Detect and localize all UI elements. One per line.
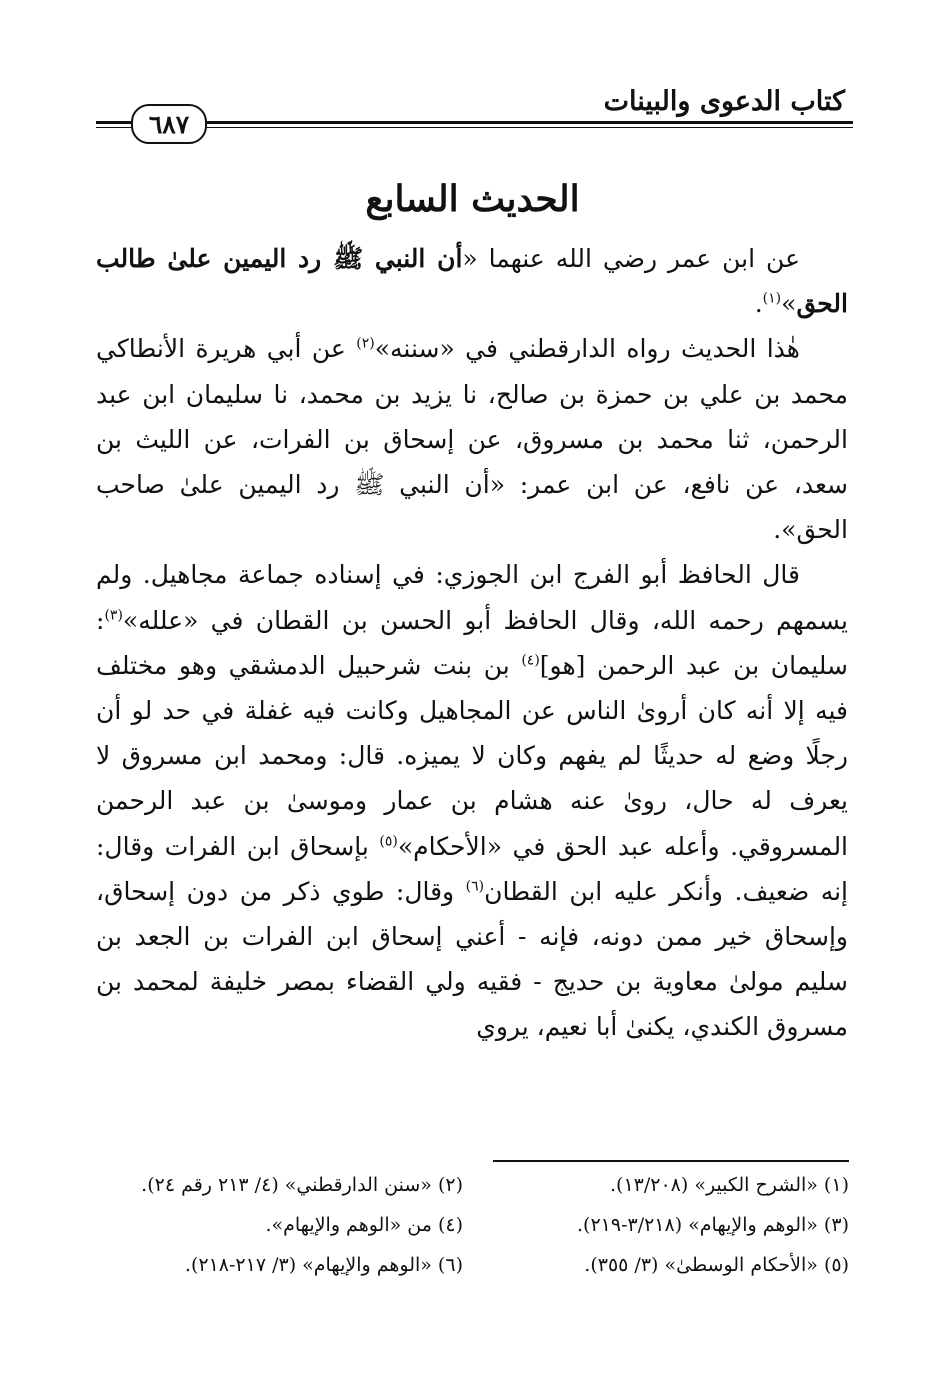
text-run: عن أبي هريرة الأنطاكي محمد بن علي بن حمزة بن صالح، نا يزيد بن محمد، نا سليمان ابن عبد الرحمن، ثنا محمد بن مسروق، عن إسحاق بن الفرات، عن الليث بن سعد، عن نافع، عن ابن عمر: «أن النبي ﷺ رد اليمين علىٰ صاحب الحق». — [96, 334, 848, 545]
text-run: بإسحاق ابن الفرات وقال: إنه ضعيف. وأنكر عليه ابن القطان — [96, 831, 849, 906]
footnote-ref: (١) — [762, 290, 782, 307]
text-run: . — [754, 289, 763, 319]
page-number: ٦٨٧ — [131, 104, 207, 144]
text-run: عن ابن عمر رضي الله عنهما « — [462, 244, 800, 273]
paragraph — [96, 326, 848, 552]
text-run: » — [781, 289, 797, 319]
text-run: بن بنت شرحبيل الدمشقي وهو مختلف فيه إلا أنه كان أروىٰ الناس عن المجاهيل وكانت فيه غفلة في حد لو أن رجلًا وضع له حديثًا لم يفهم وكان لا يميزه. قال: ومحمد ابن مسروق لا يعرف له حال، روىٰ عنه هشام بن عمار وموسىٰ بن عبد الرحمن المسروقي. وأعله عبد الحق في «الأحكام» — [96, 650, 849, 861]
header-rule-thick — [96, 121, 853, 124]
footnote: (٣) «الوهم والإيهام» (٣/٢١٨-٢١٩). — [576, 1214, 849, 1236]
footnote: (٦) «الوهم والإيهام» (٣/ ٢١٧-٢١٨). — [184, 1254, 463, 1276]
footnotes — [97, 1170, 849, 1281]
header-rule-thin — [96, 127, 853, 128]
body-text — [96, 236, 848, 1050]
footnote-ref: (٦) — [465, 878, 485, 895]
text-run: هٰذا الحديث رواه الدارقطني في «سننه» — [374, 334, 800, 364]
footnote-separator — [493, 1160, 849, 1162]
book-title: كتاب الدعوى والبينات — [603, 86, 845, 117]
footnote-ref: (٥) — [379, 833, 398, 850]
text-run: قال الحافظ أبو الفرج ابن الجوزي: في إسناده جماعة مجاهيل. ولم يسمهم رحمه الله، وقال الحافظ أبو الحسن بن القطان في «علله» — [96, 560, 848, 635]
section-title: الحديث السابع — [365, 178, 580, 220]
footnote-ref: (٣) — [104, 607, 123, 624]
footnote: (٢) «سنن الدارقطني» (٤/ ٢١٣ رقم ٢٤). — [141, 1174, 463, 1196]
paragraph — [96, 552, 848, 1049]
footnote-ref: (٤) — [521, 652, 540, 669]
paragraph — [96, 236, 848, 326]
footnote: (٤) من «الوهم والإيهام». — [265, 1214, 463, 1236]
footnote: (٥) «الأحكام الوسطىٰ» (٣/ ٣٥٥). — [584, 1254, 849, 1276]
footnote-ref: (٢) — [356, 336, 375, 353]
text-run: وقال: طوي ذكر من دون إسحاق، وإسحاق خير ممن دونه، فإنه - أعني إسحاق ابن الفرات بن الجعد بن سليم مولىٰ معاوية بن حديج - فقيه ولي القضاء بمصر خليفة لمحمد بن مسروق الكندي، يكنىٰ أبا نعيم، يروي — [96, 876, 848, 1042]
hadith-text: أن النبي ﷺ رد اليمين علىٰ طالب الحق — [96, 244, 848, 319]
text-run: : سليمان بن عبد الرحمن [هو] — [96, 605, 848, 680]
footnote: (١) «الشرح الكبير» (١٣/٢٠٨). — [609, 1174, 849, 1196]
